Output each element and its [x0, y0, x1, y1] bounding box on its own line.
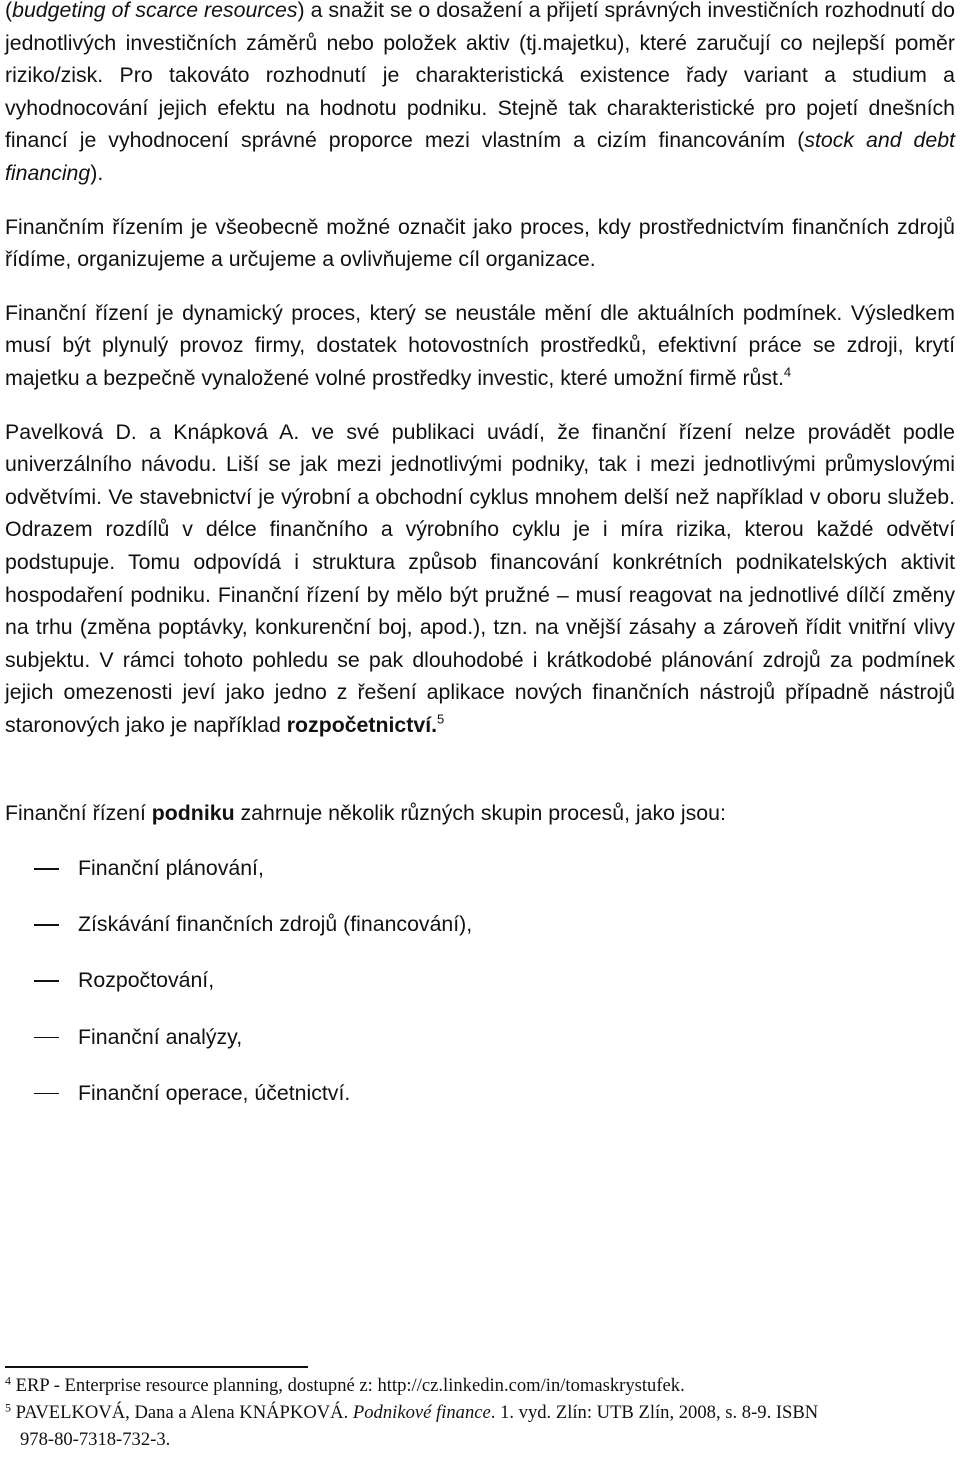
footnote-ref-5: 5	[437, 711, 445, 727]
list-item-label: Finanční analýzy,	[78, 1024, 243, 1049]
paragraph-text: Pavelková D. a Knápková A. ve své publikaci uvádí, že finanční řízení nelze provádět podle univerzálního návodu. Liší se jak mezi jednotlivými podniky, tak i mezi jednotlivými průmyslovými odvětvími. Ve stavebnictví je výrobní a obchodní cyklus mnohem delší než například v oboru služeb. Odrazem rozdílů v délce finančního a výrobního cyklu je i míra rizika, kterou každé odvětví podstupuje. Tomu odpovídá i struktura způsob financování konkrétních podnikatelských aktivit hospodaření podniku. Finanční řízení by mělo být pružné – musí reagovat na jednotlivé dílčí změny na trhu (změna poptávky, konkurenční boj, apod.), tzn. na vnější zásahy a zároveň řídit vnitřní vlivy subjektu. V rámci tohoto pohledu se pak dlouhodobé i krátkodobé plánování zdrojů za podmínek jejich omezenosti jeví jako jedno z řešení aplikace nových finančních nástrojů případně nástrojů staronových jako je například	[5, 419, 955, 737]
paragraph-dynamic-process	[5, 297, 955, 395]
paragraph-text: zahrnuje několik různých skupin procesů, jako jsou:	[234, 801, 726, 826]
process-list	[5, 852, 955, 1109]
bold-term-rozpocetnictvi: rozpočetnictví.	[286, 712, 438, 737]
footnotes	[5, 1372, 955, 1453]
dash-bullet-icon	[34, 868, 59, 870]
list-item	[5, 964, 955, 997]
spacer	[5, 741, 955, 797]
footnote-5	[5, 1399, 955, 1426]
footnote-number: 5	[5, 1400, 11, 1415]
paragraph-text: ) a snažit se o dosažení a přijetí správných investičních rozhodnutí do jednotlivých investičních záměrů nebo položek aktiv (tj.majetku), které zaručují co nejlepší poměr riziko/zisk. Pro takováto rozhodnutí je charakteristická existence řady variant a studium a vyhodnocování jejich efektu na hodnotu podniku. Stejně tak charakteristické pro pojetí dnešních financí je vyhodnocení správné proporce mezi vlastním a cizím financováním (	[5, 0, 955, 153]
paragraph-pavelkova	[5, 416, 955, 742]
footnote-separator	[5, 1366, 308, 1368]
list-item	[5, 1077, 955, 1110]
dash-bullet-icon	[34, 980, 59, 982]
italic-term-budgeting: budgeting of scarce resources	[12, 0, 298, 22]
list-item	[5, 852, 955, 885]
dash-bullet-icon	[34, 1093, 59, 1095]
paragraph-definition: Finančním řízením je všeobecně možné označit jako proces, kdy prostřednictvím finančních zdrojů řídíme, organizujeme a určujeme a ovlivňujeme cíl organizace.	[5, 214, 955, 272]
paragraph-text: Finanční řízení je dynamický proces, který se neustále mění dle aktuálních podmínek. Výsledkem musí být plynulý provoz firmy, dostatek hotovostních prostředků, efektivní práce se zdroji, krytí majetku a bezpečně vynaložené volné prostředky investic, které umožní firmě růst.	[5, 300, 955, 390]
paragraph-process-groups	[5, 797, 955, 830]
list-item-label: Rozpočtování,	[78, 968, 215, 993]
list-item	[5, 908, 955, 941]
document-page	[5, 0, 955, 1450]
dash-bullet-icon	[34, 924, 59, 926]
paragraph-text: ).	[90, 160, 104, 185]
list-item-label: Finanční operace, účetnictví.	[78, 1080, 351, 1105]
dash-bullet-icon	[34, 1037, 59, 1039]
list-item-label: Finanční plánování,	[78, 856, 264, 881]
italic-term-stock-debt: stock and debt financing	[5, 128, 955, 185]
footnote-number: 4	[5, 1373, 11, 1388]
footnote-4	[5, 1372, 955, 1399]
list-item	[5, 1021, 955, 1054]
footnote-book-title: Podnikové finance	[352, 1402, 491, 1423]
footnote-5-isbn: 978-80-7318-732-3.	[20, 1429, 171, 1450]
bold-term-podniku: podniku	[151, 801, 235, 826]
footnote-text: . 1. vyd. Zlín: UTB Zlín, 2008, s. 8-9. ISBN	[490, 1402, 819, 1423]
paragraph-text: Finanční řízení	[5, 801, 152, 826]
footnote-text: PAVELKOVÁ, Dana a Alena KNÁPKOVÁ.	[15, 1402, 353, 1423]
footnote-ref-4: 4	[783, 364, 792, 380]
footnote-text: ERP - Enterprise resource planning, dostupné z: http://cz.linkedin.com/in/tomaskrystufek.	[15, 1375, 685, 1396]
paragraph-budgeting: (budgeting of scarce resources) a snažit se o dosažení a přijetí správných investičních rozhodnutí do jednotlivých investičních záměrů nebo položek aktiv (tj.majetku), které zaručují co nejlepší poměr riziko/zisk. Pro takováto rozhodnutí je charakteristická existence řady variant a studium a vyhodnocování jejich efektu na hodnotu podniku. Stejně tak charakteristické pro pojetí dnešních financí je vyhodnocení správné proporce mezi vlastním a cizím financováním (stock and debt financing).	[5, 0, 955, 185]
list-item-label: Získávání finančních zdrojů (financování),	[78, 912, 473, 937]
